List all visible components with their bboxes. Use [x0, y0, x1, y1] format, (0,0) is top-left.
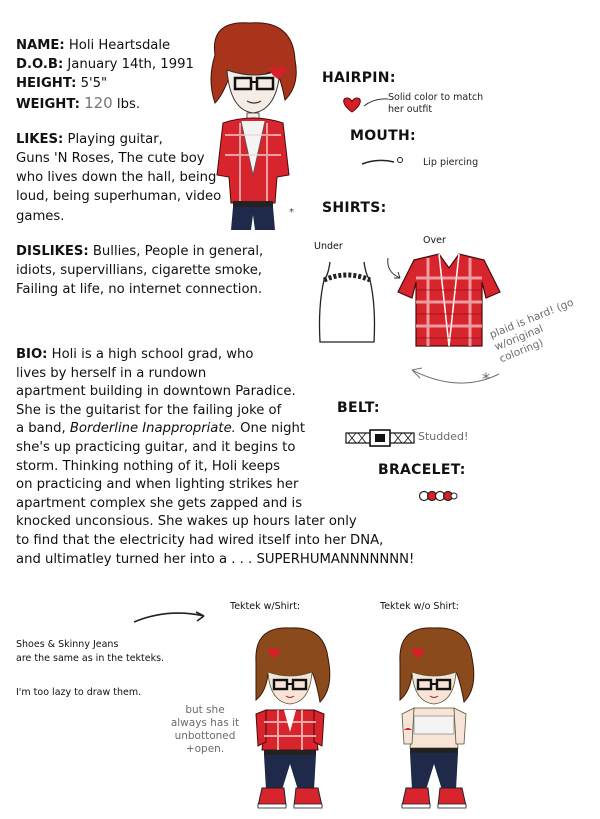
arrow-icon	[404, 350, 504, 390]
under-label: Under	[314, 241, 343, 252]
likes-label: LIKES:	[16, 131, 64, 147]
dob-label: D.O.B:	[16, 57, 64, 73]
svg-text:*: *	[289, 207, 294, 218]
bio-line: knocked unconsious. She wakes up hours later only	[16, 514, 357, 530]
bio-line: a band,	[16, 421, 66, 437]
lazy-note: I'm too lazy to draw them.	[16, 687, 142, 698]
hairpin-pointer-icon	[362, 96, 390, 108]
shirt-pointer-icon	[384, 256, 404, 282]
heart-hairpin-icon	[340, 96, 364, 114]
hairpin-note: Solid color to match her outfit	[388, 92, 484, 115]
arrow-icon	[130, 608, 210, 628]
plaid-star: *	[482, 369, 490, 388]
bio-line: apartment building in downtown Paradice.	[16, 384, 296, 400]
mouth-header: MOUTH:	[350, 128, 416, 144]
bio-line: and ultimatley turned her into a . . . SUPERHUMANNNNNNN!	[16, 551, 415, 567]
character-portrait	[185, 15, 315, 235]
belt-note: Studded!	[418, 430, 469, 443]
bio-label: BIO:	[16, 347, 48, 362]
band-name: Borderline Inappropriate.	[69, 421, 236, 437]
height-label: HEIGHT:	[16, 76, 77, 92]
hairpin-header: HAIRPIN:	[322, 70, 396, 86]
weight-label: WEIGHT:	[16, 96, 80, 112]
dislikes-line: Bullies, People in general,	[92, 243, 264, 259]
over-label: Over	[423, 235, 446, 246]
undershirt-icon	[312, 256, 382, 346]
name-value: Holi Heartsdale	[68, 38, 171, 53]
tektek-avatar-with-shirt	[244, 622, 334, 812]
likes-line: loud, being superhuman, video	[16, 189, 222, 205]
likes-line: Playing guitar,	[67, 131, 163, 147]
bracelet-header: BRACELET:	[378, 462, 466, 478]
likes-line: Guns 'N Roses, The cute boy	[16, 151, 205, 167]
belt-header: BELT:	[337, 400, 380, 416]
bio-line: she's up practicing guitar, and it begins to	[16, 439, 296, 455]
plaid-note: plaid is hard! (go w/original coloring)	[488, 296, 576, 366]
dislikes-line: idiots, supervillians, cigarette smoke,	[16, 263, 262, 279]
dob-value: January 14th, 1991	[67, 57, 194, 73]
bio-line: on practicing and when lighting strikes her	[16, 477, 299, 493]
shoes-note-line-2: are the same as in the tekteks.	[16, 653, 165, 664]
tektek-noshirt-label: Tektek w/o Shirt:	[380, 601, 459, 612]
bio-line: to find that the electricity had wired itself into her DNA,	[16, 532, 384, 548]
height-value: 5'5"	[80, 76, 108, 92]
bio-line: apartment complex she gets zapped and is	[16, 495, 303, 511]
bracelet-icon	[418, 488, 458, 504]
bio-line: Holi is a high school grad, who	[51, 347, 254, 362]
likes-line: who lives down the hall, being	[16, 170, 217, 186]
shirts-header: SHIRTS:	[322, 200, 387, 216]
pencil-note: but she always has it unbottoned +open.	[170, 704, 240, 755]
bio-line: One night	[240, 421, 306, 437]
name-label: NAME:	[16, 38, 65, 53]
dislikes-line: Failing at life, no internet connection.	[16, 282, 263, 298]
likes-line: games.	[16, 208, 65, 224]
weight-unit: lbs.	[116, 96, 141, 112]
dislikes-label: DISLIKES:	[16, 243, 89, 259]
overshirt-icon	[394, 248, 504, 350]
mouth-piercing-icon	[360, 152, 410, 172]
tektek-avatar-without-shirt	[388, 622, 478, 812]
bio-line: She is the guitarist for the failing joke of	[16, 402, 282, 418]
mouth-note: Lip piercing	[423, 157, 479, 168]
bio-line: storm. Thinking nothing of it, Holi keeps	[16, 458, 280, 474]
shoes-note-line-1: Shoes & Skinny Jeans	[16, 639, 119, 650]
belt-icon	[344, 428, 416, 448]
tektek-shirt-label: Tektek w/Shirt:	[230, 601, 301, 612]
weight-value: 120	[84, 93, 113, 112]
bio-line: lives by herself in a rundown	[16, 365, 207, 381]
